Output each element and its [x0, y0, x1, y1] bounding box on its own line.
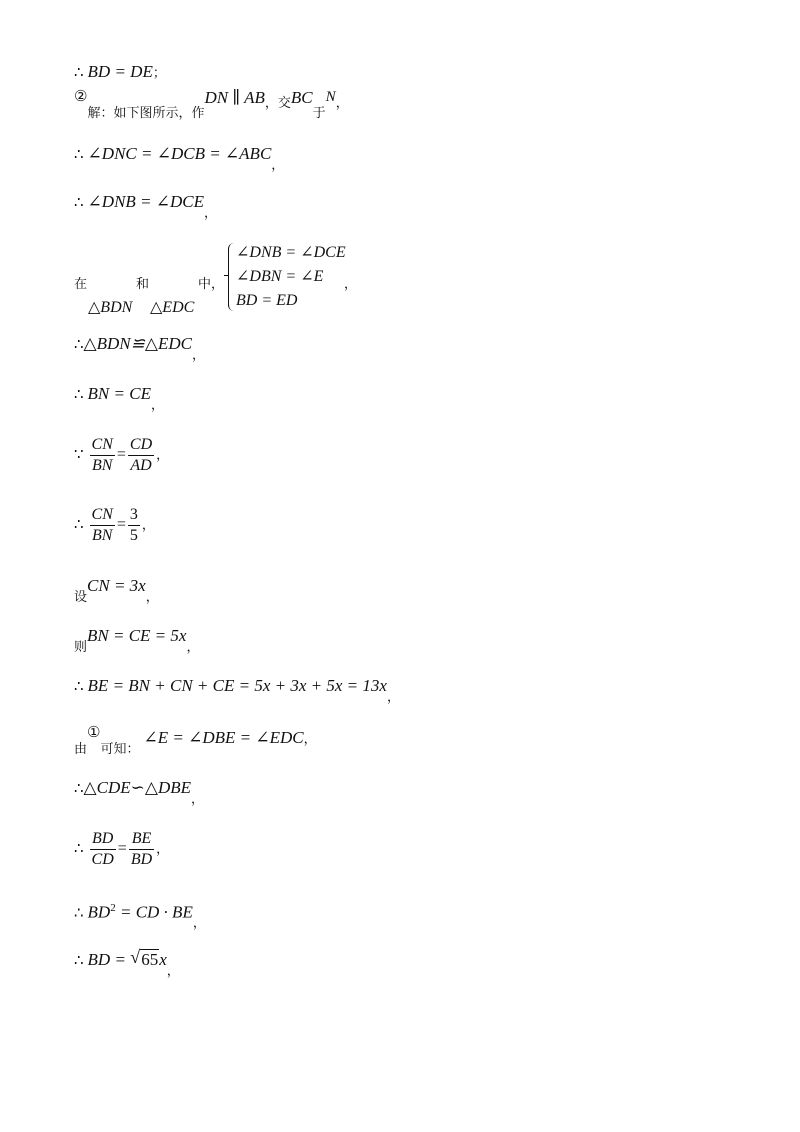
because-symbol: ∵: [74, 445, 84, 463]
text-he: 和: [136, 277, 150, 292]
denominator: CD: [91, 850, 114, 868]
therefore-symbol: ∴: [74, 951, 84, 969]
numerator: BE: [129, 830, 154, 850]
text-solve: 解：如下图所示，作: [87, 106, 205, 121]
line-similar: [74, 778, 204, 807]
therefore-symbol: ∴: [74, 903, 84, 922]
equation: △CDE∽△DBE: [83, 778, 191, 797]
line-bd-squared: [74, 898, 206, 932]
line-angles-from-1: [74, 723, 317, 757]
line-ratio-value: [74, 502, 155, 548]
text-at: 于: [312, 106, 326, 121]
therefore-symbol: ∴: [74, 193, 84, 211]
punctuation: ，: [335, 96, 349, 111]
punctuation: ，: [271, 158, 285, 173]
radical-sign: √: [130, 947, 141, 967]
therefore-symbol: ∴: [74, 335, 84, 353]
denominator: AD: [130, 456, 152, 474]
text-known: 可知：: [100, 742, 140, 757]
punctuation: ，: [156, 448, 170, 463]
numerator: CD: [128, 436, 154, 456]
line-construction: [74, 87, 349, 121]
therefore-symbol: ∴: [74, 677, 84, 695]
therefore-symbol: ∴: [74, 839, 84, 857]
therefore-symbol: ∴: [74, 515, 84, 533]
square-root: [130, 947, 159, 970]
punctuation: ，: [192, 916, 206, 932]
point-n: N: [325, 89, 336, 105]
numerator: BD: [90, 830, 116, 850]
parallel-statement: DN ∥ AB: [204, 88, 265, 107]
line-similar-ratio: [74, 826, 169, 872]
triangle-bdn-text: △BDN: [88, 299, 133, 316]
system-punctuation: [344, 274, 357, 295]
label-zhong: [198, 274, 224, 295]
equation: ∠E = ∠DBE = ∠EDC: [143, 728, 304, 747]
fraction-be-bd: [129, 830, 154, 869]
denominator: BN: [91, 456, 113, 474]
system-row-2: ∠DBN = ∠E: [236, 268, 324, 285]
line-then-bn: [74, 626, 200, 655]
system-row-1: ∠DNB = ∠DCE: [236, 244, 346, 261]
fraction-cd-ad: [128, 436, 154, 475]
brace-tip: [224, 275, 228, 276]
equation: BD = DE: [87, 62, 153, 81]
text-zai: 在: [74, 277, 88, 292]
numerator: CN: [90, 506, 115, 526]
equals-sign: =: [116, 516, 126, 533]
punctuation: ，: [191, 348, 205, 363]
line-angle-dnb: [74, 192, 218, 221]
punctuation: ，: [344, 277, 358, 292]
equation: BE = BN + CN + CE = 5x + 3x + 5x = 13x: [87, 676, 387, 695]
system-row-3: BD = ED: [236, 292, 298, 309]
therefore-symbol: ∴: [74, 779, 84, 797]
step-marker: ①: [87, 723, 101, 741]
numerator: 3: [128, 506, 140, 526]
line-bn-equals-ce: [74, 384, 164, 413]
line-congruent: [74, 334, 205, 363]
line-be-sum: [74, 676, 400, 705]
segment-bc: BC: [290, 88, 313, 107]
exponent: 2: [110, 902, 116, 914]
text-then: 则: [74, 640, 88, 655]
equals-sign: =: [117, 840, 127, 857]
text-let: 设: [74, 590, 88, 605]
therefore-symbol: ∴: [74, 145, 84, 163]
left-brace: [228, 243, 235, 311]
punctuation: ，: [386, 690, 400, 705]
punctuation: ，: [190, 792, 204, 807]
punctuation: ，: [141, 518, 155, 533]
fraction-cn-bn: [90, 506, 115, 545]
numerator: CN: [90, 436, 115, 456]
equation: ∠DNB = ∠DCE: [87, 192, 205, 211]
denominator: BN: [91, 526, 113, 544]
radicand: 65: [141, 950, 159, 969]
bd-term: BD: [87, 902, 111, 922]
equation-rhs: = CD · BE: [115, 902, 193, 922]
punctuation: ，: [166, 964, 180, 979]
variable-x: x: [159, 950, 167, 969]
equation: ∠DNC = ∠DCB = ∠ABC: [87, 144, 272, 163]
equation: △BDN≌△EDC: [83, 334, 192, 353]
step-marker: ②: [74, 87, 88, 105]
equals-sign: =: [116, 446, 126, 463]
punctuation: ，: [145, 590, 159, 605]
equation: BN = CE: [87, 384, 151, 403]
bd-equals: BD =: [87, 950, 131, 969]
line-let-cn: [74, 576, 159, 605]
punctuation: ，: [303, 732, 317, 747]
punctuation: ；: [152, 66, 166, 81]
line-angle-dnc: [74, 144, 285, 173]
punctuation: ，: [186, 640, 200, 655]
line-ratio-given: [74, 432, 169, 478]
line-bd-equals-de: [74, 62, 166, 84]
text-from: 由: [74, 742, 88, 757]
equation: CN = 3x: [87, 576, 146, 595]
label-he: [136, 274, 149, 295]
text-zhong: 中，: [198, 277, 225, 292]
therefore-symbol: ∴: [74, 63, 84, 81]
equation-system: [228, 243, 388, 315]
equation: BN = CE = 5x: [87, 626, 187, 645]
therefore-symbol: ∴: [74, 385, 84, 403]
punctuation: ，: [156, 842, 170, 857]
triangle-bdn: [88, 298, 132, 318]
denominator: BD: [130, 850, 153, 868]
punctuation: ，: [150, 398, 164, 413]
fraction-cn-bn: [90, 436, 115, 475]
label-zai: [74, 274, 87, 295]
text-intersect: ，交: [264, 96, 291, 111]
triangle-edc-text: △EDC: [150, 299, 195, 316]
fraction-3-5: [128, 506, 140, 545]
fraction-bd-cd: [90, 830, 116, 869]
denominator: 5: [129, 526, 138, 544]
triangle-edc: [150, 298, 194, 318]
line-bd-result: [74, 947, 180, 979]
punctuation: ，: [204, 206, 218, 221]
